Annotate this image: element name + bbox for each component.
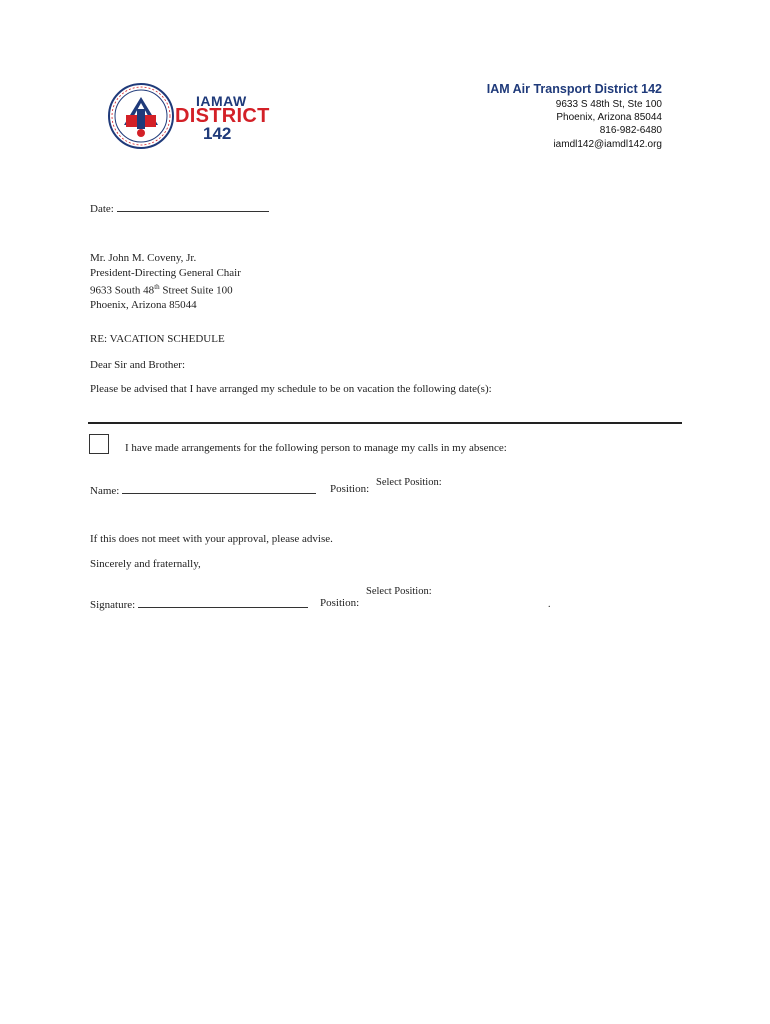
- letterhead-email: iamdl142@iamdl142.org: [553, 139, 662, 150]
- arrangements-checkbox[interactable]: [89, 434, 109, 454]
- date-label: Date:: [90, 203, 114, 215]
- closing-text: Sincerely and fraternally,: [90, 558, 201, 570]
- position-label: Position:: [330, 483, 370, 495]
- salutation: Dear Sir and Brother:: [90, 359, 185, 371]
- union-seal-logo: [108, 83, 174, 149]
- arrangements-text: I have made arrangements for the following person to manage my calls in my absence:: [125, 442, 507, 454]
- recipient-city: Phoenix, Arizona 85044: [90, 299, 197, 312]
- signature-label: Signature:: [90, 599, 136, 611]
- logo-iamaw-text: IAMAW: [196, 93, 247, 109]
- trailing-dot: .: [548, 599, 551, 610]
- dates-entry-line[interactable]: [88, 422, 682, 424]
- letterhead-address-line2: Phoenix, Arizona 85044: [556, 112, 662, 123]
- signer-position-label: Position:: [320, 597, 360, 609]
- signer-position-select[interactable]: Select Position:: [366, 586, 432, 597]
- logo-district-text: DISTRICT: [175, 105, 270, 127]
- letterhead-title: IAM Air Transport District 142: [486, 82, 662, 96]
- signature-field[interactable]: [138, 597, 308, 608]
- subject-line: RE: VACATION SCHEDULE: [90, 333, 225, 345]
- recipient-address: [90, 251, 241, 313]
- name-field[interactable]: [122, 483, 316, 494]
- date-field[interactable]: [117, 201, 269, 212]
- recipient-title: President-Directing General Chair: [90, 266, 241, 279]
- signature-row: [90, 597, 308, 611]
- vacation-dates-prompt: Please be advised that I have arranged my schedule to be on vacation the following date(s):: [90, 383, 492, 395]
- recipient-name: Mr. John M. Coveny, Jr.: [90, 252, 197, 264]
- name-label: Name:: [90, 485, 120, 497]
- date-row: [90, 201, 269, 215]
- recipient-street: 9633 South 48th Street Suite 100: [90, 283, 233, 297]
- letterhead-address-line1: 9633 S 48th St, Ste 100: [555, 99, 662, 110]
- approval-text: If this does not meet with your approval, please advise.: [90, 533, 333, 545]
- position-select[interactable]: Select Position:: [376, 477, 442, 488]
- name-row: [90, 483, 316, 497]
- logo-number-text: 142: [203, 124, 232, 143]
- letterhead-phone: 816-982-6480: [599, 125, 662, 136]
